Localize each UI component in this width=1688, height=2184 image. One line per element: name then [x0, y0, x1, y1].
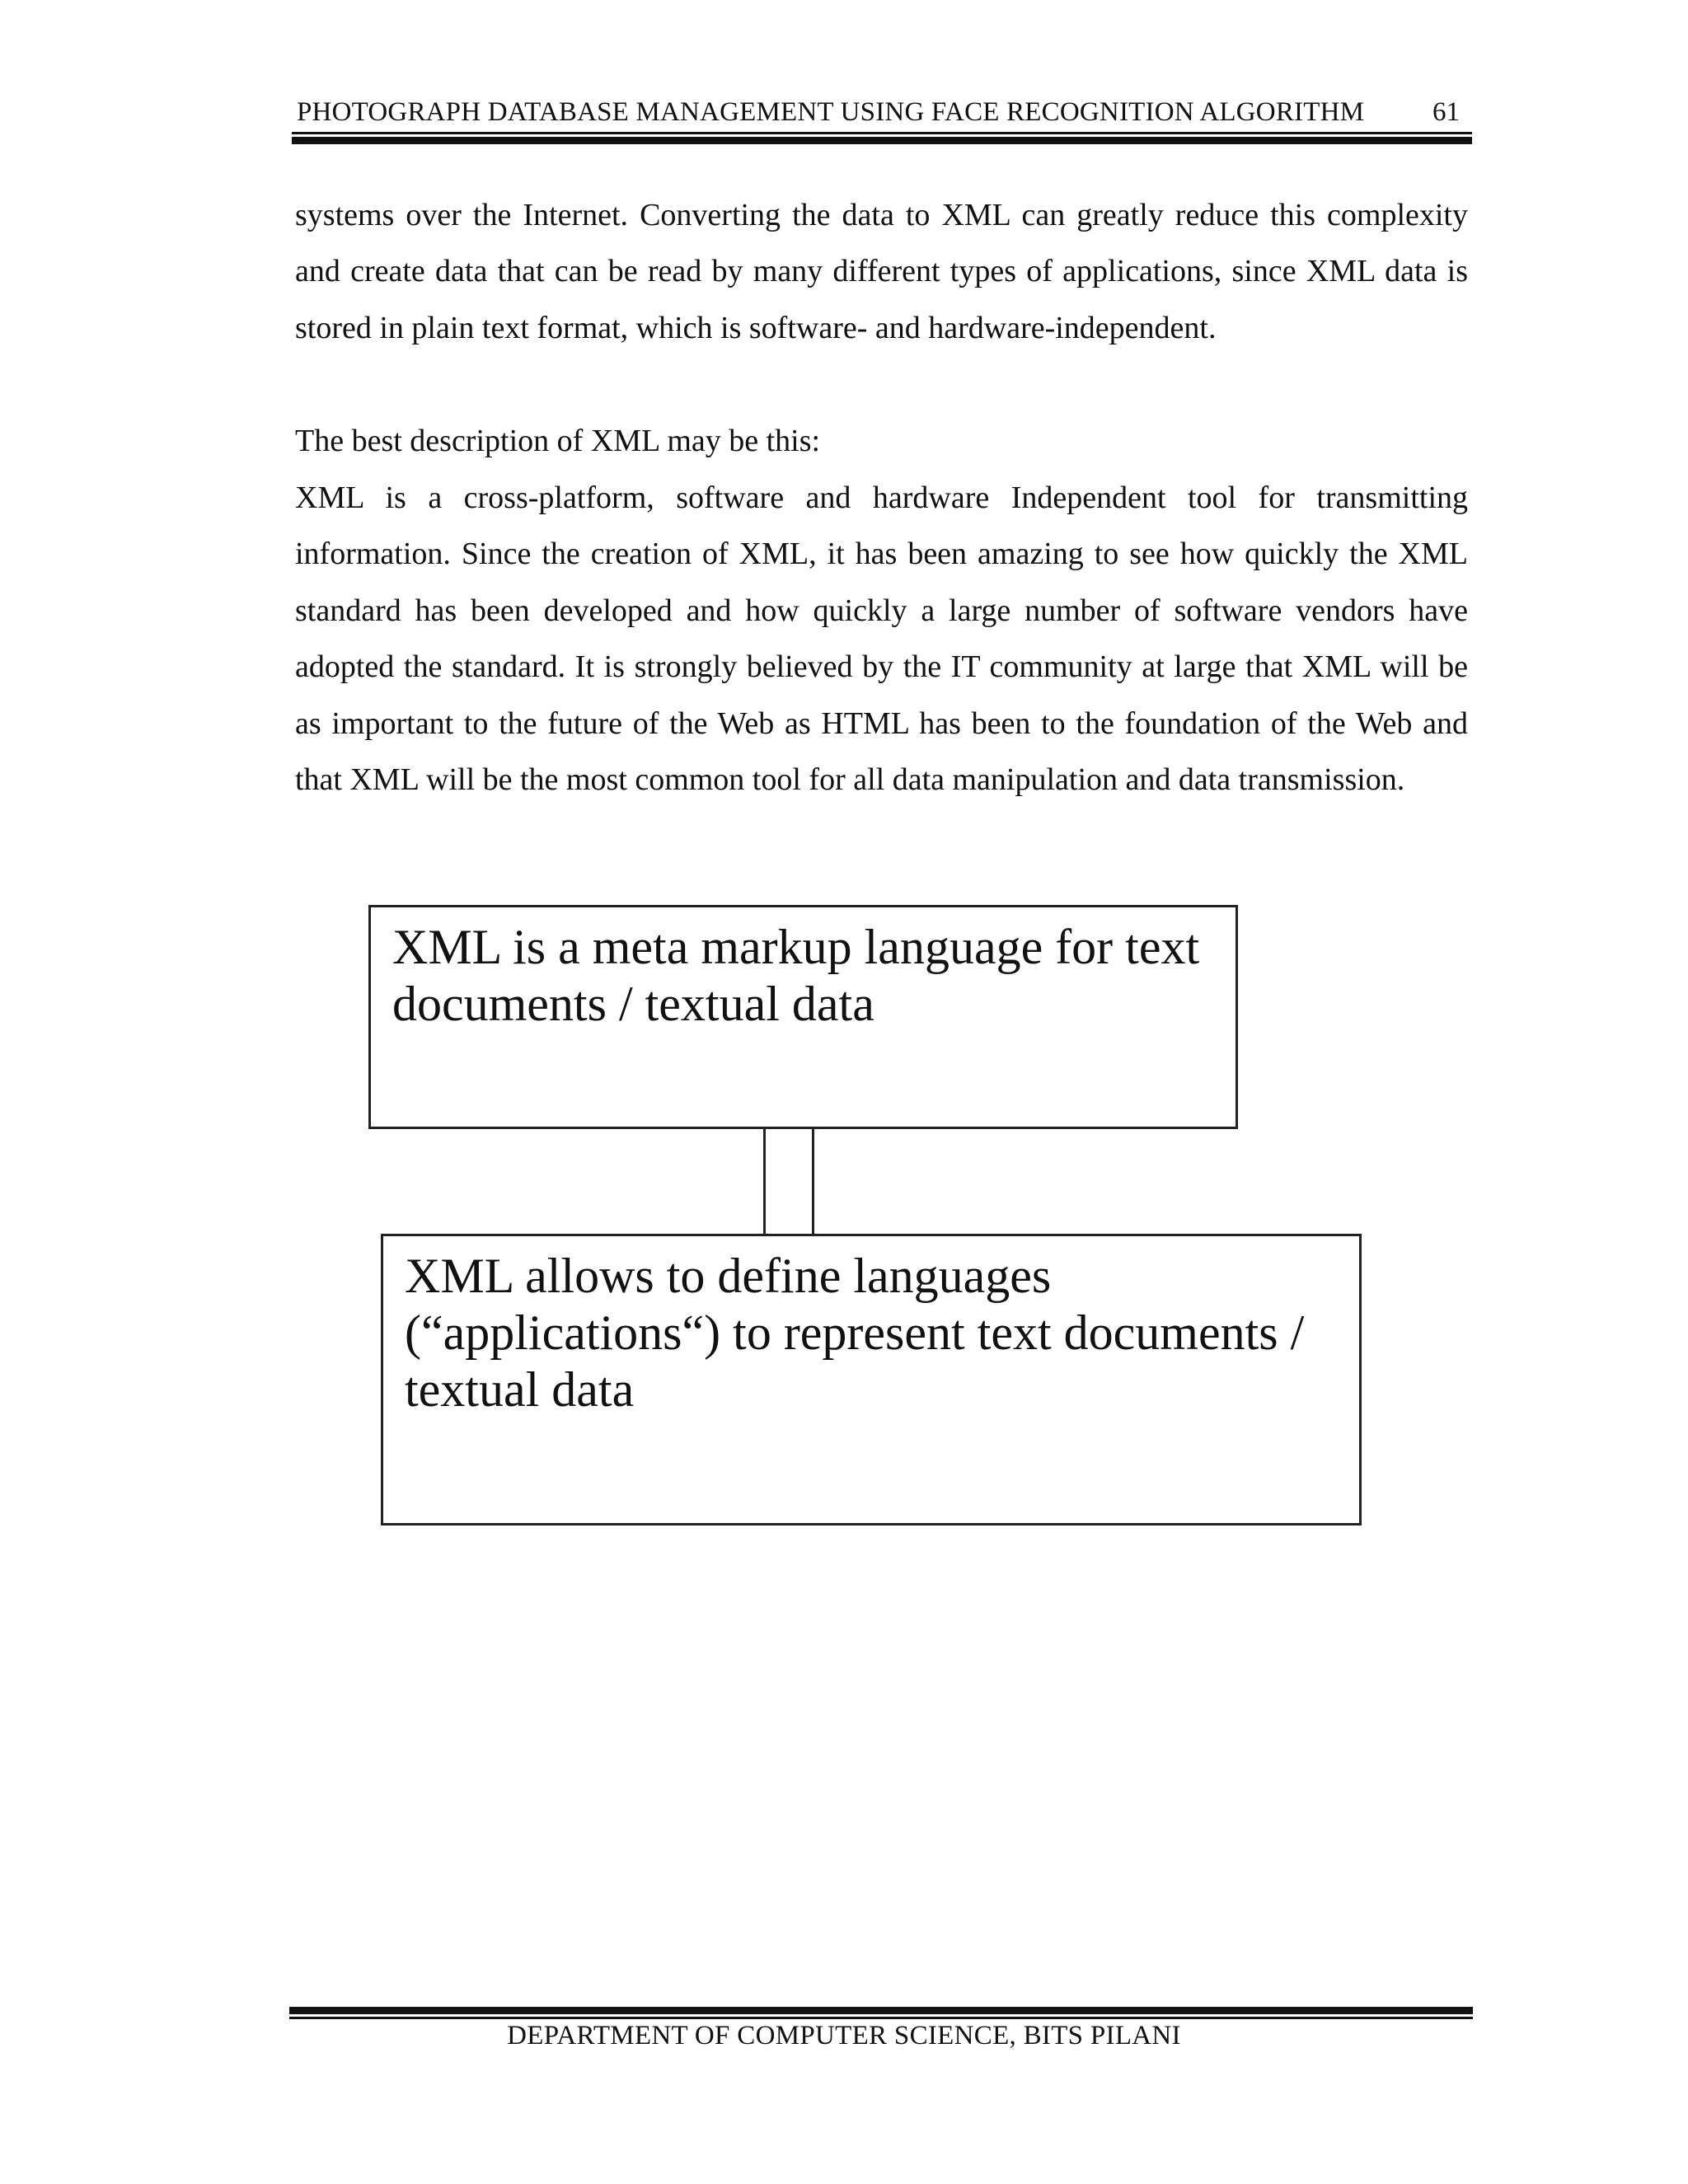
page-number: 61	[1432, 97, 1460, 127]
diagram-box-top-text: XML is a meta markup language for text documents / textual data	[392, 920, 1200, 1031]
lead-in-line: The best description of XML may be this:	[295, 424, 821, 458]
diagram-box-bottom	[381, 1234, 1362, 1526]
footer-department: DEPARTMENT OF COMPUTER SCIENCE, BITS PILANI	[507, 2021, 1181, 2050]
diagram-box-bottom-text: XML allows to define languages (“applications“) to represent text documents / textual data	[405, 1249, 1305, 1417]
paragraph-continued: systems over the Internet. Converting the data to XML can greatly reduce this complexity and create data that can be read by many different types of applications, since XML data is stored in plain text format, which is software- and hardware-independent.	[295, 198, 1468, 345]
paragraph-xml-description: XML is a cross-platform, software and hardware Independent tool for transmitting information. Since the creation of XML, it has been amazing to see how quickly the XML standard has been developed and how quickly a large number of software vendors have adopted the standard. It is strongly believed by the IT community at large that XML will be as important to the future of the Web as HTML has been to the foundation of the Web and that XML will be the most common tool for all data manipulation and data transmission.	[295, 480, 1468, 798]
running-header-title: PHOTOGRAPH DATABASE MANAGEMENT USING FACE RECOGNITION ALGORITHM	[297, 97, 1365, 127]
footer-rule-thin	[289, 2017, 1473, 2019]
diagram-box-top	[368, 905, 1238, 1129]
header-rule-thick	[292, 137, 1472, 144]
header-rule-thin	[292, 132, 1472, 134]
footer-rule-thick	[289, 2007, 1473, 2014]
